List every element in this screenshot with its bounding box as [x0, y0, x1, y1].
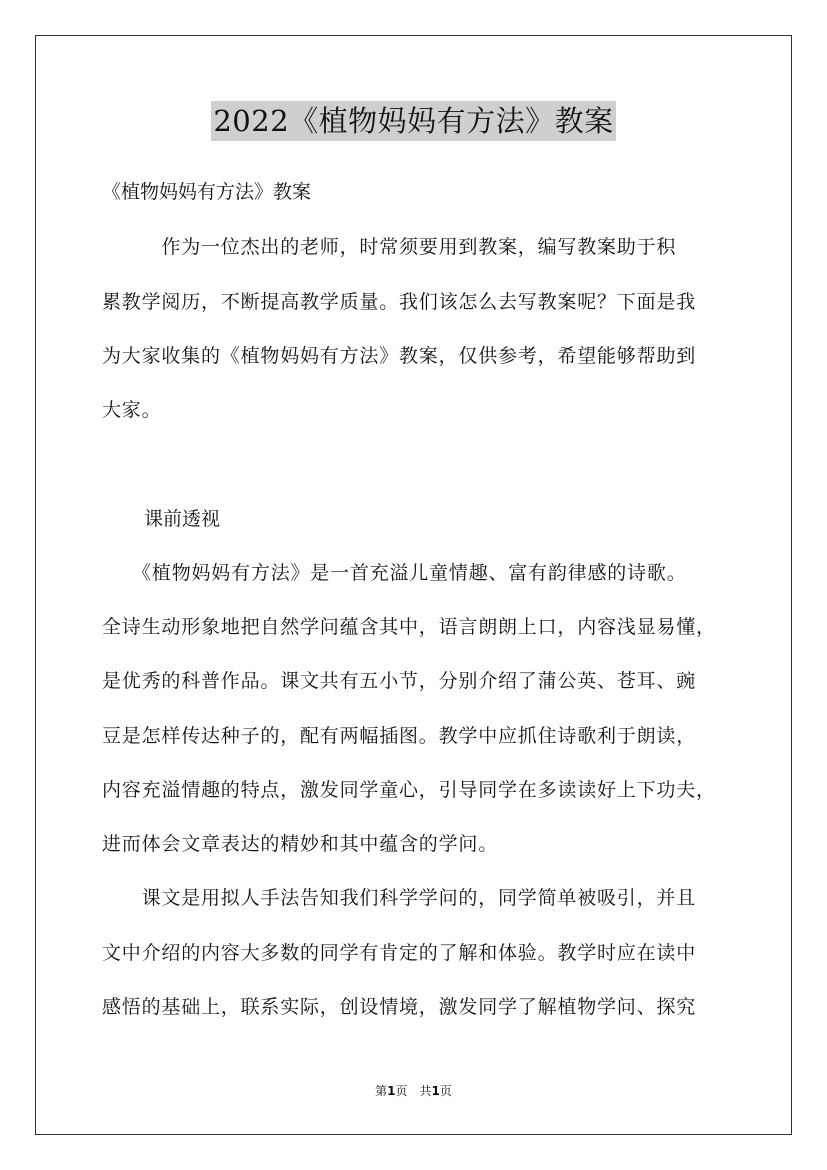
document-title: 2022《植物妈妈有方法》教案	[211, 101, 615, 141]
footer-page-number: 1	[387, 1084, 396, 1098]
paragraph-line: 进而体会文章表达的精妙和其中蕴含的学问。	[102, 833, 499, 855]
intro-line: 作为一位杰出的老师，时常须要用到教案，编写教案助于积	[102, 236, 677, 258]
intro-line: 大家。	[102, 399, 162, 421]
footer-suffix: 页	[439, 1084, 452, 1098]
intro-line: 为大家收集的《植物妈妈有方法》教案，仅供参考，希望能够帮助到	[102, 345, 697, 367]
page-footer	[0, 1082, 827, 1100]
paragraph-line: 《植物妈妈有方法》是一首充溢儿童情趣、富有韵律感的诗歌。	[102, 562, 687, 584]
paragraph-line: 全诗生动形象地把自然学问蕴含其中，语言朗朗上口，内容浅显易懂，	[102, 616, 716, 638]
paragraph-line: 是优秀的科普作品。课文共有五小节，分别介绍了蒲公英、苍耳、豌	[102, 670, 697, 692]
title-container	[0, 101, 827, 141]
paragraph-line: 感悟的基础上，联系实际，创设情境，激发同学了解植物学问、探究	[102, 996, 697, 1018]
footer-page-total: 1	[431, 1084, 440, 1098]
paragraph-line: 豆是怎样传达种子的，配有两幅插图。教学中应抓住诗歌利于朗读，	[102, 725, 697, 747]
footer-mid: 页 共	[395, 1084, 432, 1098]
paragraph-line: 内容充溢情趣的特点，激发同学童心，引导同学在多读读好上下功夫，	[102, 779, 716, 801]
section-heading: 课前透视	[144, 508, 221, 530]
paragraph-line: 课文是用拟人手法告知我们科学学问的，同学简单被吸引，并且	[102, 887, 697, 909]
footer-prefix: 第	[375, 1084, 388, 1098]
document-subtitle: 《植物妈妈有方法》教案	[102, 181, 312, 203]
paragraph-line: 文中介绍的内容大多数的同学有肯定的了解和体验。教学时应在读中	[102, 942, 697, 964]
intro-line: 累教学阅历，不断提高教学质量。我们该怎么去写教案呢？下面是我	[102, 291, 697, 313]
